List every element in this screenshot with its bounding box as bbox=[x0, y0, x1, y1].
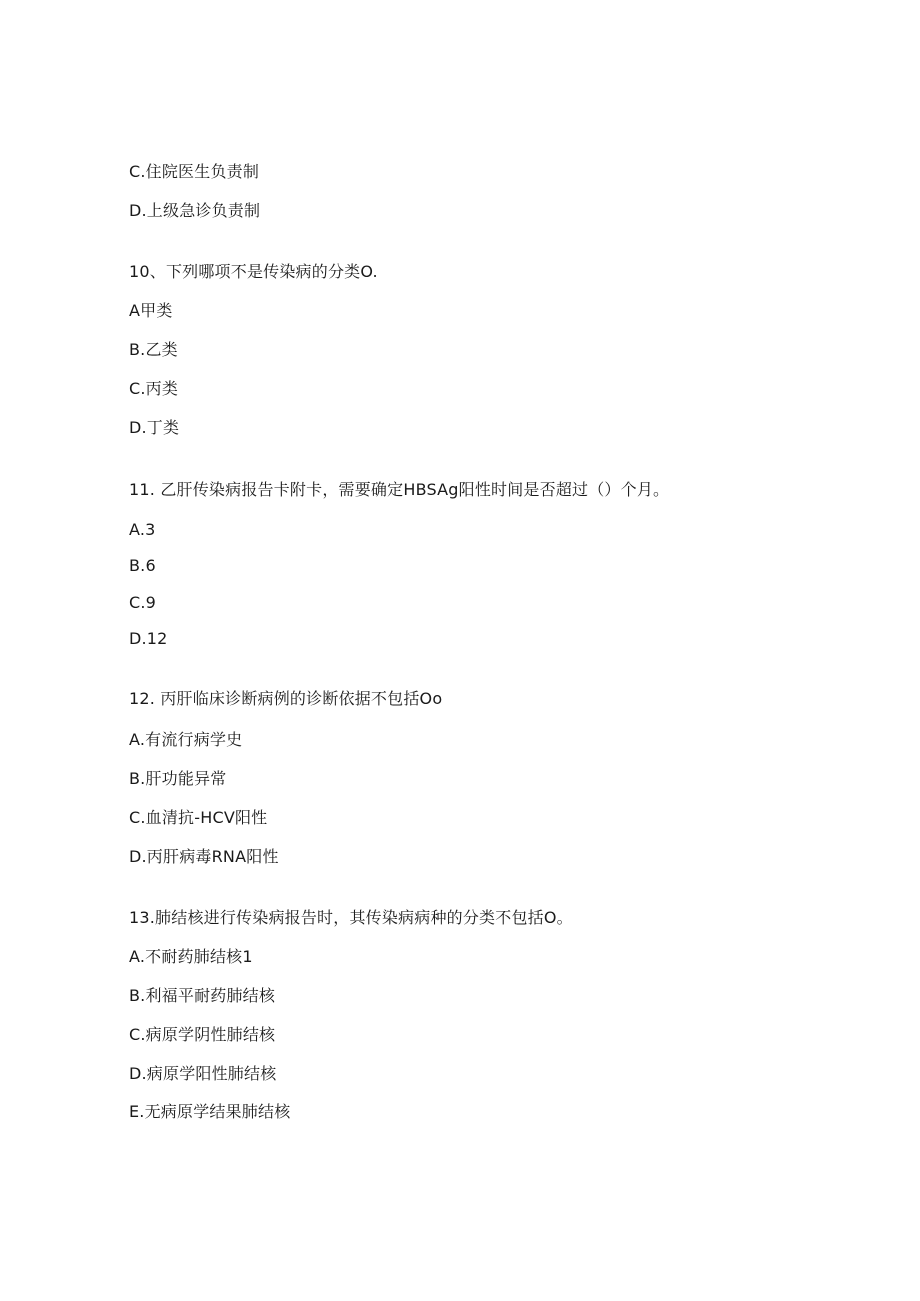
option-b: B.利福平耐药肺结核 bbox=[129, 986, 276, 1005]
option-a: A.有流行病学史 bbox=[129, 730, 243, 749]
option-d: D.12 bbox=[129, 629, 168, 648]
option-d: D.病原学阳性肺结核 bbox=[129, 1064, 277, 1083]
option-b: B.6 bbox=[129, 556, 156, 575]
option-a: A.3 bbox=[129, 520, 156, 539]
option-d: D.上级急诊负责制 bbox=[129, 201, 261, 220]
question-stem: 11. 乙肝传染病报告卡附卡，需要确定HBSAg阳性时间是否超过（）个月。 bbox=[129, 480, 670, 499]
option-c: C.丙类 bbox=[129, 379, 179, 398]
option-c: C.血清抗-HCV阳性 bbox=[129, 808, 268, 827]
option-a: A.不耐药肺结核1 bbox=[129, 947, 253, 966]
option-b: B.肝功能异常 bbox=[129, 769, 227, 788]
option-c: C.住院医生负责制 bbox=[129, 162, 260, 181]
option-e: E.无病原学结果肺结核 bbox=[129, 1102, 291, 1121]
option-d: D.丁类 bbox=[129, 418, 180, 437]
option-a: A甲类 bbox=[129, 301, 173, 320]
question-stem: 13.肺结核进行传染病报告时，其传染病病种的分类不包括O。 bbox=[129, 908, 573, 927]
option-c: C.病原学阴性肺结核 bbox=[129, 1025, 276, 1044]
option-d: D.丙肝病毒RNA阳性 bbox=[129, 847, 279, 866]
question-stem: 10、下列哪项不是传染病的分类O. bbox=[129, 262, 378, 281]
option-c: C.9 bbox=[129, 593, 157, 612]
question-stem: 12. 丙肝临床诊断病例的诊断依据不包括Oo bbox=[129, 689, 443, 708]
option-b: B.乙类 bbox=[129, 340, 178, 359]
